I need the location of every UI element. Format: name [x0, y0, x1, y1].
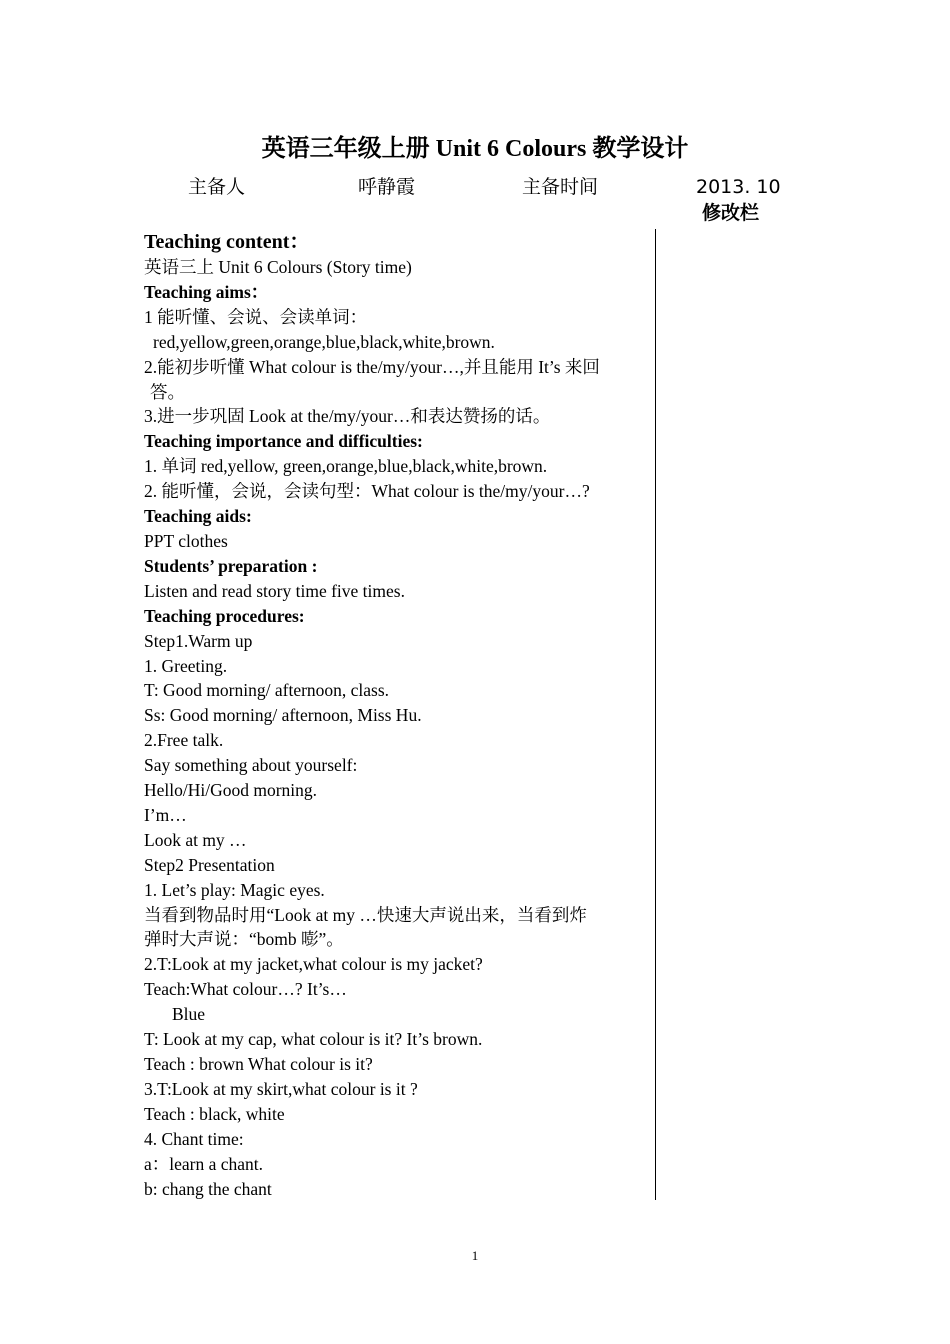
step-1-line: 1. Greeting.: [144, 655, 228, 676]
preparer-name: 呼静霞: [358, 176, 416, 198]
aim-2-cont: 答。: [150, 381, 185, 402]
aids-text: PPT clothes: [144, 530, 228, 551]
step-1-line: Hello/Hi/Good morning.: [144, 780, 318, 801]
prep-heading: Students’ preparation :: [144, 555, 318, 576]
aim-2: 2.能初步听懂 What colour is the/my/your…,并且能用 It’s 来回: [144, 356, 600, 377]
teaching-content-text: 英语三上 Unit 6 Colours (Story time): [144, 257, 412, 277]
step-1-line: T: Good morning/ afternoon, class.: [144, 680, 390, 701]
step-2-line: 当看到物品时用“Look at my …快速大声说出来，当看到炸: [144, 904, 587, 925]
step-2: Step2 Presentation: [144, 854, 275, 875]
aids-heading: Teaching aids:: [144, 506, 252, 527]
prep-text: Listen and read story time five times.: [144, 580, 405, 601]
step-2-line: Teach : brown What colour is it?: [144, 1054, 373, 1074]
aim-3: 3.进一步巩固 Look at the/my/your…和表达赞扬的话。: [144, 406, 551, 427]
aim-1-words: red,yellow,green,orange,blue,black,white,brown.: [153, 331, 495, 352]
importance-1: 1. 单词 red,yellow, green,orange,blue,black,white,brown.: [144, 456, 548, 477]
procedures-heading: Teaching procedures:: [144, 605, 305, 626]
step-2-line: 弹时大声说：“bomb 嘭”。: [144, 929, 344, 950]
step-2-line: 2.T:Look at my jacket,what colour is my jacket?: [144, 954, 483, 975]
step-1-line: Look at my …: [144, 829, 247, 850]
preparer-label: 主备人: [188, 176, 246, 198]
step-2-line: 1. Let’s play: Magic eyes.: [144, 879, 325, 900]
importance-heading: Teaching importance and difficulties:: [144, 431, 423, 452]
lesson-content: [144, 229, 650, 1201]
step-2-line: Teach:What colour…? It’s…: [144, 979, 347, 1000]
column-divider: [655, 229, 656, 1200]
time-label: 主备时间: [522, 176, 599, 198]
teaching-content-heading: Teaching content：: [144, 231, 310, 253]
step-2-line: 4. Chant time:: [144, 1128, 244, 1149]
step-1-line: Ss: Good morning/ afternoon, Miss Hu.: [144, 705, 422, 726]
step-1: Step1.Warm up: [144, 630, 253, 651]
document-title: 英语三年级上册 Unit 6 Colours 教学设计: [261, 136, 689, 162]
aim-1: 1 能听懂、会说、会读单词：: [144, 306, 368, 327]
revision-column-heading: 修改栏: [702, 202, 760, 224]
step-2-line: Blue: [172, 1004, 206, 1025]
step-2-line: 3.T:Look at my skirt,what colour is it ?: [144, 1078, 418, 1099]
page-number: 1: [471, 1248, 479, 1263]
time-value: 2013. 10: [696, 176, 781, 198]
step-1-line: I’m…: [144, 804, 187, 825]
step-1-line: 2.Free talk.: [144, 730, 224, 751]
step-2-line: Teach : black, white: [144, 1103, 285, 1124]
step-2-line: b: chang the chant: [144, 1178, 272, 1199]
aims-heading: Teaching aims：: [144, 281, 269, 302]
step-2-line: T: Look at my cap, what colour is it? It’s brown.: [144, 1029, 483, 1050]
step-2-line: a：learn a chant.: [144, 1153, 264, 1174]
importance-2: 2. 能听懂，会说，会读句型：What colour is the/my/your…?: [144, 481, 590, 502]
step-1-line: Say something about yourself:: [144, 755, 358, 776]
